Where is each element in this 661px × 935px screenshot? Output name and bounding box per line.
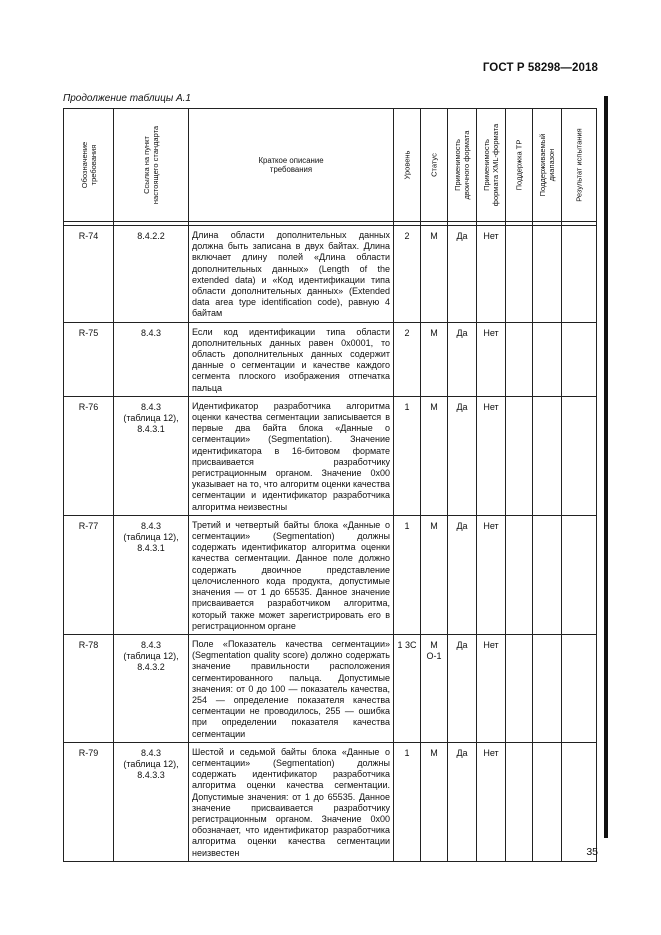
level-cell: 2 — [394, 322, 421, 396]
table-row — [64, 742, 597, 861]
requirement-id: R-76 — [64, 396, 114, 515]
requirement-description: Поле «Показатель качества сегментации» (Segmentation quality score) должно содержать значение правильности расположения сегментированного пальца. Допустимые значения: от 0 до 100 — показатель качества, 254 — определение показателя качества сегментации не проводилось, 255 — ошибка при определении показателя качества сегментации — [189, 634, 394, 742]
xml-applicability-cell: Нет — [477, 226, 506, 323]
level-cell: 2 — [394, 226, 421, 323]
standard-reference: 8.4.3 — [114, 322, 189, 396]
standard-designation: ГОСТ Р 58298—2018 — [482, 62, 598, 74]
requirement-description: Шестой и седьмой байты блока «Данные о сегментации» (Segmentation) должны содержать идентификатор разработчика алгоритма оценки качества сегментации. Допустимые значения: от 1 до 65535. Данное значение присваивается разработчику регистрационным органом. Значение 0x00 обозначает, что идентификатор разработчика алгоритма оценки качества сегментации неизвестен — [189, 742, 394, 861]
xml-applicability-cell: Нет — [477, 322, 506, 396]
header-supported-range: Поддерживаемый диапазон — [533, 109, 562, 222]
binary-applicability-cell: Да — [448, 396, 477, 515]
level-cell: 1 — [394, 396, 421, 515]
supported-range-cell — [533, 742, 562, 861]
status-cell: М — [421, 742, 448, 861]
requirement-id: R-77 — [64, 515, 114, 634]
xml-applicability-cell: Нет — [477, 396, 506, 515]
supported-range-cell — [533, 322, 562, 396]
standard-reference: 8.4.3 (таблица 12), 8.4.3.1 — [114, 515, 189, 634]
binary-applicability-cell: Да — [448, 742, 477, 861]
requirement-id: R-74 — [64, 226, 114, 323]
table-row — [64, 515, 597, 634]
xml-applicability-cell: Нет — [477, 515, 506, 634]
header-binary-applicability: Применимость двоичного формата — [448, 109, 477, 222]
test-result-cell — [562, 322, 597, 396]
page-number: 35 — [586, 846, 598, 858]
table-row — [64, 396, 597, 515]
requirements-table — [63, 108, 597, 862]
requirement-id: R-75 — [64, 322, 114, 396]
table-row — [64, 322, 597, 396]
test-result-cell — [562, 226, 597, 323]
test-result-cell — [562, 515, 597, 634]
status-cell: М — [421, 515, 448, 634]
status-cell: М — [421, 322, 448, 396]
status-cell: М О-1 — [421, 634, 448, 742]
supported-range-cell — [533, 226, 562, 323]
table-row — [64, 226, 597, 323]
header-description: Краткое описание требования — [189, 109, 394, 222]
requirement-id: R-78 — [64, 634, 114, 742]
supported-range-cell — [533, 396, 562, 515]
binary-applicability-cell: Да — [448, 226, 477, 323]
xml-applicability-cell: Нет — [477, 634, 506, 742]
margin-bar — [604, 96, 608, 838]
binary-applicability-cell: Да — [448, 515, 477, 634]
test-result-cell — [562, 396, 597, 515]
tp-support-cell — [506, 226, 533, 323]
status-cell: М — [421, 396, 448, 515]
supported-range-cell — [533, 634, 562, 742]
tp-support-cell — [506, 322, 533, 396]
test-result-cell — [562, 634, 597, 742]
xml-applicability-cell: Нет — [477, 742, 506, 861]
table-caption: Продолжение таблицы А.1 — [63, 93, 191, 104]
header-level: Уровень — [394, 109, 421, 222]
table-row — [64, 634, 597, 742]
header-row — [64, 109, 597, 222]
test-result-cell — [562, 742, 597, 861]
level-cell: 1 3С — [394, 634, 421, 742]
header-standard-reference: Ссылка на пункт настоящего стандарта — [114, 109, 189, 222]
requirement-description: Длина области дополнительных данных должна быть записана в двух байтах. Длина включает длину полей «Длина области дополнительных данных» (Length of the extended data) и «Код идентификации типа области дополнительных данных» (Extended data area type identification code), равную 4 байтам — [189, 226, 394, 323]
binary-applicability-cell: Да — [448, 634, 477, 742]
header-xml-applicability: Применимость формата XML-формата — [477, 109, 506, 222]
requirement-description: Третий и четвертый байты блока «Данные о сегментации» (Segmentation) должны содержать идентификатор алгоритма оценки качества сегментации. Данное поле должно содержать двоичное представление целочисленного кода продукта, допустимые значения — от 1 до 65535. Данное значение присваивается разработчиком алгоритма, который также может зарегистрировать его в регистрационном органе — [189, 515, 394, 634]
tp-support-cell — [506, 396, 533, 515]
header-requirement-id: Обозначение требования — [64, 109, 114, 222]
level-cell: 1 — [394, 515, 421, 634]
header-status: Статус — [421, 109, 448, 222]
standard-reference: 8.4.3 (таблица 12), 8.4.3.3 — [114, 742, 189, 861]
header-test-result: Результат испытания — [562, 109, 597, 222]
requirement-description: Идентификатор разработчика алгоритма оценки качества сегментации записывается в первые два байта блока «Данные о сегментации» (Segmentation). Значение идентификатора в 16-битовом формате присваивается разработчику регистрационным органом. Значение 0x00 указывает на то, что алгоритм оценки качества сегментации и идентификатор разработчика алгоритма неизвестны — [189, 396, 394, 515]
requirement-id: R-79 — [64, 742, 114, 861]
requirement-description: Если код идентификации типа области дополнительных данных равен 0x0001, то область дополнительных данных содержит данные о сегментации и качестве каждого сегмента плоского изображения отпечатка пальца — [189, 322, 394, 396]
standard-reference: 8.4.3 (таблица 12), 8.4.3.2 — [114, 634, 189, 742]
level-cell: 1 — [394, 742, 421, 861]
status-cell: М — [421, 226, 448, 323]
standard-reference: 8.4.2.2 — [114, 226, 189, 323]
tp-support-cell — [506, 634, 533, 742]
binary-applicability-cell: Да — [448, 322, 477, 396]
tp-support-cell — [506, 515, 533, 634]
supported-range-cell — [533, 515, 562, 634]
standard-reference: 8.4.3 (таблица 12), 8.4.3.1 — [114, 396, 189, 515]
header-tp-support: Поддержка ТР — [506, 109, 533, 222]
tp-support-cell — [506, 742, 533, 861]
